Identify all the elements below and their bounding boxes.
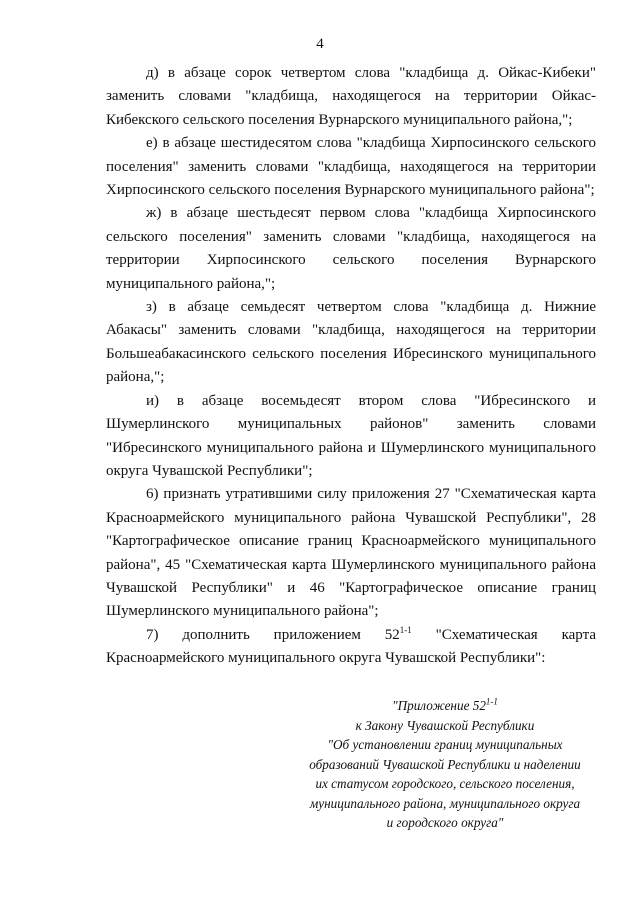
appendix-line: их статусом городского, сельского поселения, (315, 776, 575, 791)
page-number: 4 (316, 36, 324, 52)
paragraph-zh: ж) в абзаце шестьдесят первом слова "кладбища Хирпосинского сельского поселения" заменить словами "кладбища, находящегося на территории Хирпосинского сельского поселения Вурнарского муниципального района,"; (106, 205, 596, 292)
appendix-line: муниципального района, муниципального округа (309, 795, 581, 811)
paragraph-7 (106, 624, 596, 671)
paragraph-7-end: "Схематическая карта Красноармейского муниципального округа Чувашской Республики": (106, 626, 596, 667)
appendix-line: образований Чувашской Республики и наделении (309, 756, 581, 772)
appendix-title-superscript: 1-1 (485, 696, 498, 707)
appendix-line: "Об установлении границ муниципальных (327, 737, 563, 752)
paragraph-e: е) в абзаце шестидесятом слова "кладбища Хирпосинского сельского поселения" заменить словами "кладбища, находящегося на территории Хирпосинского сельского поселения Вурнарского муниципального района"; (106, 135, 596, 199)
appendix-line: к Закону Чувашской Республики (355, 717, 535, 733)
paragraph-6: 6) признать утратившими силу приложения 27 "Схематическая карта Красноармейского муниципального района Чувашской Республики", 28 "Картографическое описание границ Красноармейского муниципального района", 45 "Схематическая карта Шумерлинского муниципального района Чувашской Республики" и 46 "Картографическое описание границ Шумерлинского муниципального района"; (106, 486, 596, 620)
paragraph-d: д) в абзаце сорок четвертом слова "кладбища д. Ойкас-Кибеки" заменить словами "кладбища, находящегося на территории Ойкас-Кибекского сельского поселения Вурнарского муниципального района,"; (106, 65, 596, 128)
paragraph-7-superscript: 1-1 (399, 624, 412, 635)
appendix-line: и городского округа" (386, 815, 504, 830)
paragraph-z: з) в абзаце семьдесят четвертом слова "кладбища д. Нижние Абакасы" заменить словами "кладбища, находящегося на территории Большеабакасинского сельского поселения Ибресинского муниципального района,"; (106, 299, 596, 386)
appendix-header (280, 696, 610, 833)
paragraph-7-start: 7) дополнить приложением 52 (146, 626, 400, 643)
appendix-title-text: "Приложение 52 (392, 698, 486, 713)
appendix-title (280, 696, 610, 716)
law-amendments-body (106, 62, 596, 671)
paragraph-i: и) в абзаце восемьдесят втором слова "Ибресинского и Шумерлинского муниципальных районов" заменить словами "Ибресинского муниципального района и Шумерлинского муниципального округа Чувашской Республики"; (106, 392, 596, 479)
